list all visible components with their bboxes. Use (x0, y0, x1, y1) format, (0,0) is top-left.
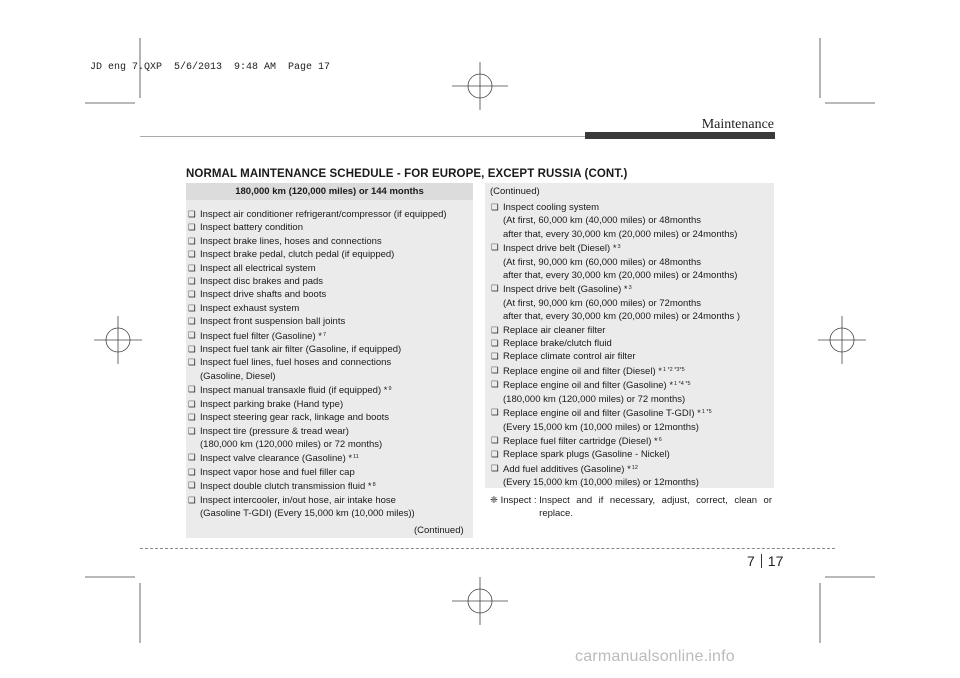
checklist-item (490, 337, 772, 350)
watermark: carmanualsonline.info (575, 648, 735, 665)
item-continuation: after that, every 30,000 km (20,000 miles) or 24months) (503, 270, 738, 282)
checklist-item (490, 282, 772, 296)
item-text: Inspect cooling system (503, 202, 600, 213)
item-text: Inspect drive belt (Diesel) * (503, 243, 617, 255)
section-title: Maintenance (701, 117, 774, 132)
checkbox-icon: ❑ (491, 379, 499, 390)
item-text: Inspect parking brake (Hand type) (200, 398, 344, 410)
schedule-title: NORMAL MAINTENANCE SCHEDULE - FOR EUROPE, EXCEPT RUSSIA (CONT.) (186, 168, 628, 180)
checkbox-icon: ❑ (188, 344, 196, 355)
checklist-item (187, 235, 471, 248)
checklist-item (187, 494, 471, 507)
checkbox-icon: ❑ (491, 324, 499, 335)
checkbox-icon: ❑ (188, 222, 196, 233)
item-text: Inspect disc brakes and pads (200, 276, 324, 288)
left-item-list (187, 208, 471, 520)
item-continuation: after that, every 30,000 km (20,000 miles) or 24months ) (503, 311, 741, 323)
item-continuation: (At first, 90,000 km (60,000 miles) or 48months (503, 256, 701, 268)
checklist-item (187, 343, 471, 356)
checkbox-icon: ❑ (188, 262, 196, 273)
note-label: ❈ Inspect : (490, 495, 537, 506)
continued-label-bottom: (Continued) (414, 525, 464, 536)
checkbox-icon: ❑ (188, 302, 196, 313)
header-rule (140, 136, 585, 137)
footnote-ref: 1 *4 *5 (674, 381, 691, 388)
footnote-ref: 9 (388, 386, 392, 393)
print-crop-label: JD eng 7.QXP 5/6/2013 9:48 AM Page 17 (90, 62, 331, 73)
checklist-item (187, 262, 471, 275)
checklist-item (187, 221, 471, 234)
checkbox-icon: ❑ (491, 351, 499, 362)
item-continuation: (180,000 km (120,000 miles) or 72 months) (200, 438, 383, 450)
footnote-ref: 11 (353, 454, 359, 461)
item-continuation: (Gasoline, Diesel) (200, 370, 276, 382)
checkbox-icon: ❑ (491, 462, 499, 473)
checkbox-icon: ❑ (188, 425, 196, 436)
item-text: Inspect fuel filter (Gasoline) * (200, 330, 322, 342)
checkbox-icon: ❑ (188, 276, 196, 287)
item-text: Inspect all electrical system (200, 262, 316, 274)
item-text: Replace brake/clutch fluid (503, 338, 612, 350)
item-text: Replace engine oil and filter (Gasoline T-GDI) * (503, 408, 701, 420)
item-text: Inspect battery condition (200, 222, 303, 234)
checklist-item (490, 324, 772, 337)
checkbox-icon: ❑ (491, 338, 499, 349)
checklist-item (187, 383, 471, 397)
item-text: Inspect manual transaxle fluid (if equipped) * (200, 385, 388, 397)
checklist-item (490, 364, 772, 378)
checklist-item (490, 462, 772, 476)
checklist-item (187, 302, 471, 315)
item-text: Inspect vapor hose and fuel filler cap (200, 466, 355, 478)
checkbox-icon: ❑ (188, 329, 196, 340)
checkbox-icon: ❑ (491, 434, 499, 445)
header-accent-bar (585, 132, 775, 139)
item-continuation: (Every 15,000 km (10,000 miles) or 12months) (503, 477, 699, 489)
checklist-item (490, 241, 772, 255)
checklist-item (187, 208, 471, 221)
checklist-item (187, 329, 471, 343)
item-text: Replace spark plugs (Gasoline - Nickel) (503, 449, 670, 461)
checkbox-icon: ❑ (188, 289, 196, 300)
inspect-note (490, 494, 772, 521)
checkbox-icon: ❑ (188, 466, 196, 477)
checkbox-icon: ❑ (188, 235, 196, 246)
checklist-item (187, 411, 471, 424)
checkbox-icon: ❑ (491, 407, 499, 418)
item-text: Inspect tire (pressure & tread wear) (200, 425, 349, 437)
note-text: Inspect and if necessary, adjust, correct, clean or replace. (539, 495, 772, 520)
interval-heading: 180,000 km (120,000 miles) or 144 months (186, 183, 473, 200)
checklist-item (490, 201, 772, 214)
checkbox-icon: ❑ (188, 398, 196, 409)
item-text: Replace fuel filter cartridge (Diesel) * (503, 435, 658, 447)
footnote-ref: 3 (617, 244, 621, 251)
checkbox-icon: ❑ (188, 412, 196, 423)
checkbox-icon: ❑ (491, 242, 499, 253)
chapter-number: 7 (747, 553, 755, 569)
footnote-ref: 3 (628, 285, 632, 292)
checkbox-icon: ❑ (188, 357, 196, 368)
checklist-item (187, 479, 471, 493)
item-text: Inspect valve clearance (Gasoline) * (200, 453, 353, 465)
checklist-item (490, 406, 772, 420)
item-continuation: (At first, 60,000 km (40,000 miles) or 48months (503, 215, 701, 227)
item-text: Add fuel additives (Gasoline) * (503, 463, 631, 475)
item-text: Inspect steering gear rack, linkage and boots (200, 412, 390, 424)
page-number-divider (761, 554, 762, 568)
item-continuation: (Every 15,000 km (10,000 miles) or 12months) (503, 421, 699, 433)
checkbox-icon: ❑ (491, 364, 499, 375)
item-text: Inspect air conditioner refrigerant/compressor (if equipped) (200, 209, 447, 220)
footnote-ref: 1 *5 (701, 409, 712, 416)
checklist-item (187, 425, 471, 438)
checkbox-icon: ❑ (491, 449, 499, 460)
item-text: Inspect fuel lines, fuel hoses and connections (200, 357, 392, 369)
item-text: Inspect drive belt (Gasoline) * (503, 284, 628, 296)
right-item-list (490, 201, 772, 490)
checkbox-icon: ❑ (491, 202, 499, 212)
page-number (747, 553, 783, 569)
checklist-item (187, 356, 471, 369)
checkbox-icon: ❑ (188, 480, 196, 491)
item-text: Replace climate control air filter (503, 351, 636, 363)
item-text: Inspect exhaust system (200, 302, 300, 314)
checkbox-icon: ❑ (188, 494, 196, 505)
item-text: Inspect intercooler, in/out hose, air intake hose (200, 494, 396, 506)
checklist-item (490, 350, 772, 363)
footnote-ref: 6 (658, 436, 662, 443)
checklist-item (187, 315, 471, 328)
item-text: Inspect brake pedal, clutch pedal (if equipped) (200, 249, 395, 261)
footnote-ref: 7 (322, 331, 327, 338)
checklist-item (187, 288, 471, 301)
item-text: Inspect double clutch transmission fluid * (200, 481, 372, 493)
checkbox-icon: ❑ (188, 452, 196, 463)
item-text: Replace engine oil and filter (Diesel) * (503, 365, 662, 377)
footnote-ref: 8 (372, 482, 376, 489)
item-text: Inspect drive shafts and boots (200, 289, 327, 301)
checklist-item (490, 434, 772, 448)
checkbox-icon: ❑ (188, 316, 196, 327)
item-continuation: (180,000 km (120,000 miles) or 72 months) (503, 393, 686, 405)
checklist-item (490, 448, 772, 461)
checkbox-icon: ❑ (188, 249, 196, 260)
checklist-item (187, 466, 471, 479)
checklist-item (187, 275, 471, 288)
footnote-ref: 12 (631, 464, 638, 471)
item-text: Replace air cleaner filter (503, 324, 606, 336)
item-text: Replace engine oil and filter (Gasoline) * (503, 380, 674, 392)
item-text: Inspect brake lines, hoses and connections (200, 235, 382, 247)
footer-dashed-rule (140, 548, 835, 549)
item-text: Inspect front suspension ball joints (200, 316, 346, 328)
note-symbol-icon: ❈ (490, 495, 498, 506)
checkbox-icon: ❑ (188, 384, 196, 395)
checklist-item (187, 248, 471, 261)
item-text: Inspect fuel tank air filter (Gasoline, if equipped) (200, 344, 402, 356)
checkbox-icon: ❑ (491, 283, 499, 294)
checkbox-icon: ❑ (188, 209, 196, 219)
item-continuation: after that, every 30,000 km (20,000 miles) or 24months) (503, 228, 738, 240)
continued-label-top: (Continued) (490, 186, 540, 197)
checklist-item (187, 398, 471, 411)
item-continuation: (At first, 90,000 km (60,000 miles) or 72months (503, 297, 701, 309)
footnote-ref: 1 *2 *3*5 (662, 366, 685, 373)
page-in-chapter: 17 (767, 553, 784, 569)
item-continuation: (Gasoline T-GDI) (Every 15,000 km (10,000 miles)) (200, 507, 415, 519)
checklist-item (187, 451, 471, 465)
checklist-item (490, 378, 772, 392)
